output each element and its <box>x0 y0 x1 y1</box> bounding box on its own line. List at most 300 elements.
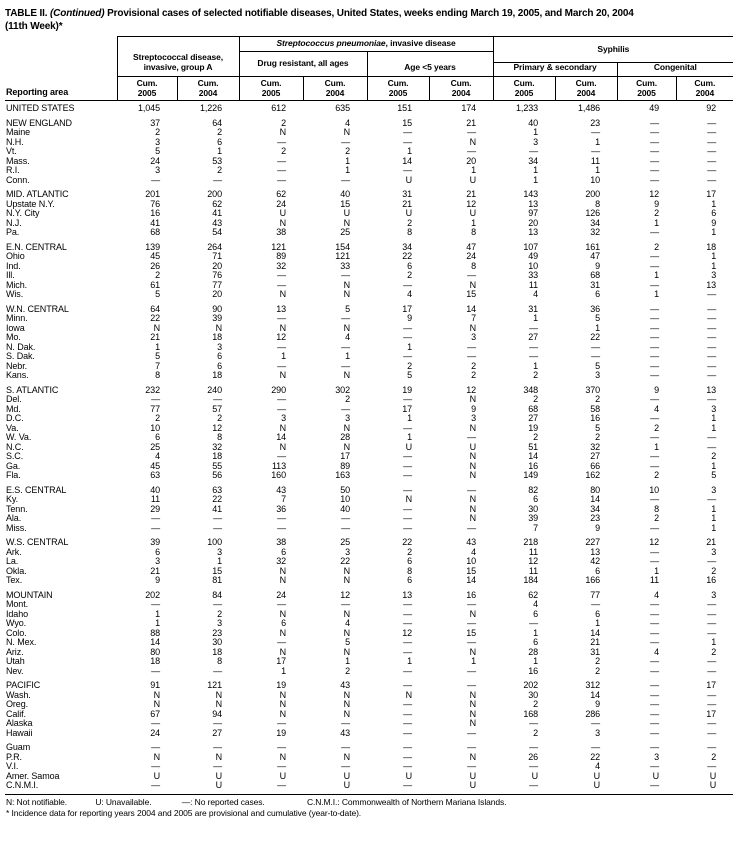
value-cell: 1 <box>595 618 601 629</box>
value-cell: N <box>343 627 350 638</box>
value-cell: — <box>403 751 412 762</box>
value-cell: — <box>707 303 717 314</box>
reporting-area-cell: Alaska <box>6 718 33 729</box>
value-cell: 4 <box>533 599 539 610</box>
value-cell: 27 <box>528 413 539 424</box>
value-cell: 12 <box>402 627 412 638</box>
reporting-area-cell: Colo. <box>6 627 27 638</box>
value-cell: 2 <box>595 394 601 405</box>
value-cell: 68 <box>528 403 539 414</box>
table-row <box>5 371 733 381</box>
value-cell: — <box>591 341 601 352</box>
value-cell: 21 <box>150 332 160 343</box>
value-cell: U <box>709 770 717 781</box>
table-row <box>5 762 733 772</box>
value-cell: 19 <box>402 384 412 395</box>
table-row <box>5 138 733 148</box>
value-cell: 1 <box>345 165 350 176</box>
table-row <box>5 538 733 548</box>
value-cell: 6 <box>533 494 539 505</box>
value-cell: — <box>151 599 160 610</box>
value-cell: 47 <box>466 241 477 252</box>
value-cell: — <box>213 718 222 729</box>
value-cell: 4 <box>155 451 160 462</box>
value-cell: 45 <box>150 251 160 262</box>
value-cell: 6 <box>217 360 222 371</box>
footnotes <box>5 794 733 820</box>
table-row <box>5 395 733 405</box>
value-cell: — <box>650 761 660 772</box>
reporting-area-cell: N.J. <box>6 217 22 228</box>
table-row <box>5 119 733 129</box>
value-cell: 1 <box>533 165 539 176</box>
table-row <box>5 681 733 691</box>
value-cell: 18 <box>212 451 222 462</box>
value-cell: — <box>341 270 350 281</box>
value-cell: 14 <box>466 303 477 314</box>
value-cell: 2 <box>217 165 222 176</box>
value-cell: — <box>341 599 350 610</box>
age-under5-header: Age <5 years <box>367 52 493 77</box>
value-cell: — <box>467 127 477 138</box>
reporting-area-cell: W.N. CENTRAL <box>6 303 69 314</box>
value-cell: — <box>650 260 660 271</box>
value-cell: 200 <box>585 189 601 200</box>
table-row <box>5 781 733 791</box>
value-cell: 1 <box>217 146 222 157</box>
value-cell: 107 <box>523 241 539 252</box>
table-row <box>5 405 733 415</box>
table-row <box>5 271 733 281</box>
value-cell: 1 <box>595 136 601 147</box>
value-cell: N <box>279 575 286 586</box>
value-cell: 286 <box>585 708 601 719</box>
table-row <box>5 343 733 353</box>
value-cell: 1 <box>533 127 539 138</box>
table-row <box>5 557 733 567</box>
value-cell: 2 <box>281 146 286 157</box>
value-cell: 41 <box>212 208 222 219</box>
value-cell: — <box>403 718 412 729</box>
value-cell: N <box>279 751 286 762</box>
table-row <box>5 414 733 424</box>
footnote-u: U: Unavailable. <box>95 796 152 807</box>
value-cell: — <box>707 360 717 371</box>
value-cell: 18 <box>212 332 222 343</box>
value-cell: 58 <box>590 403 601 414</box>
table-row <box>5 147 733 157</box>
value-cell: — <box>650 155 660 166</box>
value-cell: — <box>277 165 286 176</box>
table-row <box>5 495 733 505</box>
value-cell: 3 <box>711 546 717 557</box>
value-cell: — <box>707 341 717 352</box>
value-cell: 63 <box>150 470 160 481</box>
value-cell: — <box>403 680 412 691</box>
value-cell: 2 <box>595 432 601 443</box>
value-cell: N <box>469 699 477 710</box>
value-cell: 1 <box>407 146 412 157</box>
table-row <box>5 314 733 324</box>
value-cell: 121 <box>207 680 222 691</box>
value-cell: 22 <box>150 313 160 324</box>
value-cell: 1 <box>407 341 412 352</box>
value-cell: 19 <box>276 727 286 738</box>
value-cell: N <box>279 217 286 228</box>
reporting-area-cell: MID. ATLANTIC <box>6 189 69 200</box>
table-row <box>5 128 733 138</box>
reporting-area-cell: E.S. CENTRAL <box>6 484 67 495</box>
value-cell: 1 <box>407 656 412 667</box>
footnote-dash: —: No reported cases. <box>181 796 265 807</box>
value-cell: 62 <box>276 189 286 200</box>
value-cell: 10 <box>150 422 160 433</box>
value-cell: 5 <box>155 146 160 157</box>
value-cell: U <box>469 770 477 781</box>
value-cell: 32 <box>276 260 286 271</box>
value-cell: 32 <box>590 227 601 238</box>
table-row <box>5 424 733 434</box>
value-cell: — <box>151 665 160 676</box>
value-cell: 41 <box>150 217 160 228</box>
value-cell: 15 <box>340 198 350 209</box>
value-cell: U <box>405 770 412 781</box>
value-cell: 2 <box>407 270 412 281</box>
value-cell: 42 <box>590 556 601 567</box>
value-cell: 1 <box>281 665 286 676</box>
value-cell: 28 <box>528 646 539 657</box>
value-cell: 34 <box>402 241 412 252</box>
value-cell: — <box>529 146 539 157</box>
value-cell: 20 <box>466 155 477 166</box>
value-cell: — <box>213 513 222 524</box>
value-cell: — <box>403 351 412 362</box>
value-cell: 20 <box>212 289 222 300</box>
value-cell: — <box>277 155 286 166</box>
value-cell: 161 <box>585 241 601 252</box>
value-cell: 40 <box>340 503 350 514</box>
table-row <box>5 157 733 167</box>
value-cell: 4 <box>654 403 660 414</box>
table-row <box>5 228 733 238</box>
value-cell: 1 <box>533 313 539 324</box>
value-cell: — <box>403 780 412 791</box>
value-cell: 1 <box>345 656 350 667</box>
reporting-area-cell: Iowa <box>6 322 25 333</box>
value-cell: — <box>650 313 660 324</box>
reporting-area-cell: W.S. CENTRAL <box>6 537 69 548</box>
value-cell: 43 <box>466 537 477 548</box>
value-cell: N <box>469 718 477 729</box>
value-cell: 184 <box>523 575 539 586</box>
value-cell: — <box>650 699 660 710</box>
reporting-area-cell: Mont. <box>6 599 29 610</box>
value-cell: N <box>469 608 477 619</box>
value-cell: 2 <box>711 565 717 576</box>
table-row <box>5 638 733 648</box>
value-cell: 2 <box>155 127 160 138</box>
reporting-area-cell: Maine <box>6 127 31 138</box>
value-cell: — <box>707 370 717 381</box>
value-cell: 54 <box>212 227 222 238</box>
value-cell: N <box>153 699 160 710</box>
reporting-area-cell: MOUNTAIN <box>6 589 53 600</box>
value-cell: U <box>215 770 222 781</box>
value-cell: — <box>403 742 412 753</box>
value-cell: 56 <box>212 470 222 481</box>
value-cell: — <box>591 127 601 138</box>
reporting-area-cell: Del. <box>6 394 22 405</box>
value-cell: — <box>707 656 717 667</box>
value-cell: — <box>529 780 539 791</box>
value-cell: 168 <box>523 708 539 719</box>
value-cell: — <box>529 742 539 753</box>
value-cell: 14 <box>528 451 539 462</box>
value-cell: 160 <box>271 470 286 481</box>
value-cell: U <box>469 441 477 452</box>
value-cell: — <box>650 742 660 753</box>
value-cell: U <box>153 770 160 781</box>
value-cell: 2 <box>533 699 539 710</box>
footnote-cnmi: C.N.M.I.: Commonwealth of Northern Mariana Islands. <box>306 796 507 807</box>
value-cell: N <box>343 289 350 300</box>
value-cell: 4 <box>345 618 350 629</box>
value-cell: 62 <box>212 198 222 209</box>
value-cell: N <box>215 689 222 700</box>
reporting-area-cell: Mo. <box>6 332 21 343</box>
value-cell: — <box>707 432 717 443</box>
table-row <box>5 176 733 186</box>
value-cell: N <box>343 441 350 452</box>
value-cell: 9 <box>654 384 660 395</box>
value-cell: 6 <box>217 351 222 362</box>
value-cell: — <box>277 360 286 371</box>
value-cell: — <box>650 432 660 443</box>
value-cell: 27 <box>212 727 222 738</box>
value-cell: — <box>707 608 717 619</box>
value-cell: N <box>405 689 412 700</box>
value-cell: 80 <box>590 484 601 495</box>
value-cell: 1,045 <box>137 103 160 114</box>
value-cell: N <box>279 289 286 300</box>
value-cell: 5 <box>407 370 412 381</box>
value-cell: N <box>469 751 477 762</box>
value-cell: 9 <box>595 260 601 271</box>
value-cell: — <box>650 637 660 648</box>
value-cell: 23 <box>212 627 222 638</box>
table-row <box>5 305 733 315</box>
reporting-area-cell: Tex. <box>6 575 23 586</box>
value-cell: 23 <box>590 513 601 524</box>
value-cell: 13 <box>706 384 717 395</box>
value-cell: — <box>707 117 717 128</box>
value-cell: 13 <box>706 279 717 290</box>
value-cell: N <box>279 441 286 452</box>
value-cell: 40 <box>340 189 350 200</box>
value-cell: — <box>707 351 717 362</box>
value-cell: N <box>343 422 350 433</box>
value-cell: — <box>650 251 660 262</box>
value-cell: — <box>403 708 412 719</box>
value-cell: U <box>279 770 286 781</box>
value-cell: 151 <box>397 103 412 114</box>
table-row <box>5 190 733 200</box>
value-cell: 312 <box>585 680 601 691</box>
reporting-area-cell: D.C. <box>6 413 24 424</box>
value-cell: — <box>403 470 412 481</box>
value-cell: 13 <box>590 546 601 557</box>
value-cell: 2 <box>155 270 160 281</box>
table-title-text: Provisional cases of selected notifiable diseases, United States, weeks ending March 19, 2005, and March 20, 2004 <box>107 8 634 19</box>
value-cell: 6 <box>155 546 160 557</box>
value-cell: 1 <box>471 217 477 228</box>
value-cell: N <box>279 565 286 576</box>
value-cell: — <box>529 618 539 629</box>
table-row <box>5 166 733 176</box>
value-cell: U <box>405 174 412 185</box>
value-cell: 6 <box>155 432 160 443</box>
value-cell: — <box>650 656 660 667</box>
value-cell: 240 <box>207 384 222 395</box>
table-row <box>5 691 733 701</box>
value-cell: 36 <box>590 303 601 314</box>
value-cell: — <box>403 394 412 405</box>
value-cell: 3 <box>595 727 601 738</box>
value-cell: — <box>707 322 717 333</box>
value-cell: 31 <box>528 303 539 314</box>
value-cell: 6 <box>533 637 539 648</box>
value-cell: — <box>403 332 412 343</box>
reporting-area-cell: Mich. <box>6 279 28 290</box>
value-cell: 71 <box>212 251 222 262</box>
table-row <box>5 243 733 253</box>
value-cell: — <box>341 341 350 352</box>
value-cell: — <box>707 332 717 343</box>
value-cell: — <box>650 460 660 471</box>
table-body <box>5 101 733 791</box>
value-cell: N <box>279 422 286 433</box>
value-cell: — <box>707 761 717 772</box>
reporting-area-cell: Miss. <box>6 522 27 533</box>
value-cell: 37 <box>150 117 160 128</box>
value-cell: 26 <box>528 751 539 762</box>
value-cell: N <box>279 627 286 638</box>
value-cell: — <box>650 627 660 638</box>
value-cell: N <box>279 127 286 138</box>
value-cell: 1,233 <box>516 103 539 114</box>
table-row <box>5 219 733 229</box>
value-cell: — <box>707 665 717 676</box>
reporting-area-cell: Fla. <box>6 470 21 481</box>
value-cell: N <box>469 503 477 514</box>
value-cell: 201 <box>145 189 160 200</box>
value-cell: 18 <box>706 241 717 252</box>
value-cell: 4 <box>654 646 660 657</box>
value-cell: 17 <box>276 656 286 667</box>
table-row <box>5 486 733 496</box>
value-cell: 2 <box>217 608 222 619</box>
value-cell: — <box>707 136 717 147</box>
value-cell: 14 <box>466 575 477 586</box>
value-cell: — <box>650 174 660 185</box>
value-cell: — <box>341 513 350 524</box>
value-cell: 3 <box>595 370 601 381</box>
value-cell: — <box>277 742 286 753</box>
value-cell: 61 <box>150 279 160 290</box>
footnote-legend <box>6 797 733 808</box>
value-cell: — <box>403 484 412 495</box>
value-cell: 82 <box>528 484 539 495</box>
value-cell: — <box>403 665 412 676</box>
value-cell: — <box>151 513 160 524</box>
value-cell: 19 <box>276 680 286 691</box>
value-cell: N <box>279 689 286 700</box>
value-cell: N <box>343 608 350 619</box>
value-cell: 2 <box>533 727 539 738</box>
value-cell: 1 <box>533 656 539 667</box>
value-cell: 8 <box>407 227 412 238</box>
value-cell: — <box>467 146 477 157</box>
value-cell: — <box>467 351 477 362</box>
value-cell: 121 <box>335 251 350 262</box>
value-cell: 47 <box>590 251 601 262</box>
value-cell: 3 <box>654 751 660 762</box>
value-cell: 143 <box>523 189 539 200</box>
value-cell: 100 <box>207 537 222 548</box>
value-cell: 149 <box>523 470 539 481</box>
value-cell: 1 <box>654 217 660 228</box>
reporting-area-cell: Ark. <box>6 546 22 557</box>
value-cell: 5 <box>345 637 350 648</box>
value-cell: — <box>341 136 350 147</box>
reporting-area-cell: Nebr. <box>6 360 28 371</box>
value-cell: N <box>469 708 477 719</box>
table-row <box>5 648 733 658</box>
value-cell: 22 <box>402 537 412 548</box>
value-cell: 16 <box>528 665 539 676</box>
value-cell: 32 <box>212 441 222 452</box>
value-cell: 21 <box>466 189 477 200</box>
value-cell: 1 <box>471 656 477 667</box>
value-cell: — <box>650 689 660 700</box>
value-cell: 16 <box>150 208 160 219</box>
value-cell: 36 <box>276 503 286 514</box>
value-cell: 33 <box>528 270 539 281</box>
value-cell: — <box>650 394 660 405</box>
value-cell: 121 <box>271 241 286 252</box>
value-cell: 1 <box>711 198 717 209</box>
value-cell: 15 <box>466 627 477 638</box>
value-cell: 9 <box>471 403 477 414</box>
col-primsec-cum-2004: Cum. 2004 <box>555 76 617 101</box>
value-cell: 26 <box>150 260 160 271</box>
value-cell: N <box>469 422 477 433</box>
value-cell: 1 <box>654 270 660 281</box>
reporting-area-cell: UNITED STATES <box>6 103 75 114</box>
value-cell: 4 <box>471 546 477 557</box>
value-cell: 34 <box>528 155 539 166</box>
value-cell: 13 <box>528 198 539 209</box>
value-cell: — <box>650 522 660 533</box>
value-cell: U <box>709 780 717 791</box>
value-cell: 22 <box>590 332 601 343</box>
value-cell: 370 <box>585 384 601 395</box>
value-cell: 2 <box>654 513 660 524</box>
value-cell: 30 <box>528 503 539 514</box>
value-cell: 9 <box>407 313 412 324</box>
value-cell: N <box>469 322 477 333</box>
value-cell: U <box>593 780 601 791</box>
